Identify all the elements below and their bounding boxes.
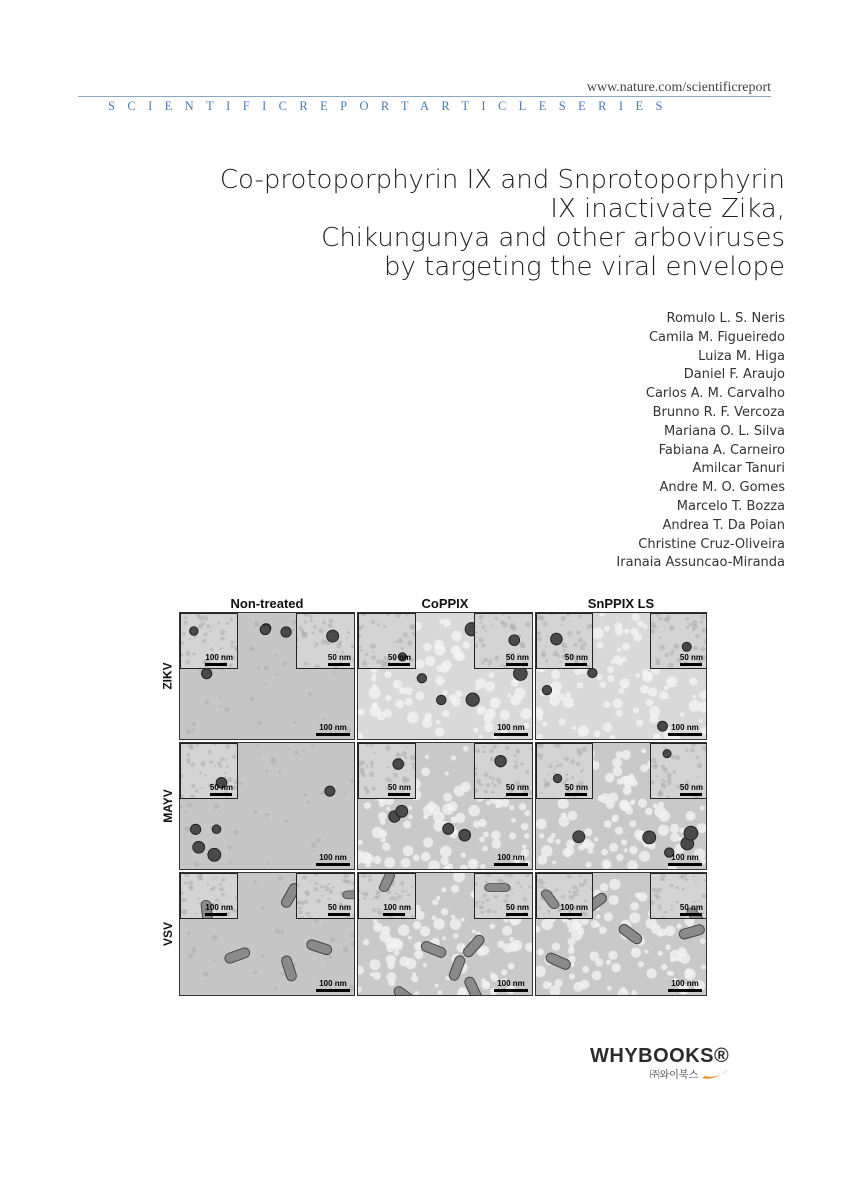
author: Luiza M. Higa (698, 348, 785, 364)
micrograph-panel (535, 742, 707, 870)
publisher-korean: ㈜와이북스 (649, 1070, 699, 1081)
micrograph-inset (536, 873, 593, 919)
scale-bar: 50 nm (506, 903, 529, 916)
scale-bar: 100 nm (494, 853, 528, 866)
header-rule (78, 96, 771, 97)
micrograph-inset (180, 613, 238, 669)
swoosh-icon (701, 1068, 729, 1080)
scale-bar: 50 nm (680, 903, 703, 916)
author: Amilcar Tanuri (692, 461, 785, 477)
scale-bar: 50 nm (680, 653, 703, 666)
scale-bar: 50 nm (388, 653, 411, 666)
micrograph-inset (536, 743, 593, 799)
micrograph-inset (358, 613, 416, 669)
scale-bar: 100 nm (316, 853, 350, 866)
micrograph-inset (650, 873, 707, 919)
micrograph-inset (650, 613, 707, 669)
scale-bar: 50 nm (328, 903, 351, 916)
micrograph-panel (535, 872, 707, 996)
author: Mariana O. L. Silva (663, 423, 785, 439)
scale-bar: 100 nm (668, 853, 702, 866)
title-line: Co-protoporphyrin IX and Snprotoporphyrin (219, 165, 785, 195)
micrograph-inset (650, 743, 707, 799)
scale-bar: 50 nm (328, 653, 351, 666)
micrograph-panel (179, 742, 355, 870)
micrograph-inset (180, 873, 238, 919)
author: Daniel F. Araujo (683, 367, 785, 383)
micrograph-inset (180, 743, 238, 799)
micrograph-panel (357, 612, 533, 740)
scale-bar: 100 nm (205, 903, 233, 916)
micrograph-panel (179, 872, 355, 996)
scale-bar: 100 nm (383, 903, 411, 916)
scale-bar: 50 nm (565, 653, 588, 666)
micrograph-inset (474, 613, 533, 669)
scale-bar: 100 nm (668, 723, 702, 736)
author: Brunno R. F. Vercoza (652, 404, 785, 420)
scale-bar: 50 nm (565, 783, 588, 796)
scale-bar: 50 nm (680, 783, 703, 796)
scale-bar: 50 nm (506, 653, 529, 666)
journal-url: www.nature.com/scientificreport (586, 80, 771, 95)
author: Iranaia Assuncao-Miranda (616, 555, 785, 571)
micrograph-inset (296, 873, 355, 919)
author: Andre M. O. Gomes (659, 480, 785, 496)
micrograph-inset (536, 613, 593, 669)
author-list (616, 310, 785, 573)
author: Christine Cruz-Oliveira (638, 536, 785, 552)
column-header-snppix: SnPPIX LS (587, 596, 655, 611)
scale-bar: 50 nm (506, 783, 529, 796)
row-header-zikv: ZIKV (161, 662, 175, 690)
scale-bar: 100 nm (560, 903, 588, 916)
scale-bar: 100 nm (668, 979, 702, 992)
author: Fabiana A. Carneiro (658, 442, 785, 458)
author: Marcelo T. Bozza (676, 498, 785, 514)
publisher-name: WHYBOOKS® (590, 1045, 730, 1067)
title-line: Chikungunya and other arboviruses (321, 223, 785, 253)
publisher-subtitle (590, 1066, 729, 1081)
scale-bar: 100 nm (494, 979, 528, 992)
scale-bar: 100 nm (316, 979, 350, 992)
publisher-logo (590, 1045, 729, 1081)
micrograph-inset (296, 613, 355, 669)
title-line: IX inactivate Zika, (550, 194, 785, 224)
micrograph-inset (474, 873, 533, 919)
row-header-mayv: MAYV (161, 789, 176, 823)
article-title (85, 166, 785, 282)
row-header-vsv: VSV (161, 921, 176, 947)
micrograph-panel (357, 742, 533, 870)
tem-figure (159, 596, 707, 996)
scale-bar: 100 nm (494, 723, 528, 736)
author: Carlos A. M. Carvalho (645, 386, 785, 402)
author: Romulo L. S. Neris (666, 311, 785, 326)
scale-bar: 100 nm (316, 723, 350, 736)
scale-bar: 50 nm (210, 783, 233, 796)
column-header-coppix: CoPPIX (421, 596, 469, 611)
author: Camila M. Figueiredo (648, 329, 785, 345)
micrograph-inset (358, 743, 416, 799)
author: Andrea T. Da Poian (662, 517, 785, 533)
micrograph-panel (357, 872, 533, 996)
column-header-non-treated: Non-treated (230, 596, 304, 611)
micrograph-panel (179, 612, 355, 740)
micrograph-panel (535, 612, 707, 740)
series-banner: SCIENTIFICREPORTARTICLESERIES (108, 99, 675, 113)
scale-bar: 50 nm (388, 783, 411, 796)
micrograph-inset (358, 873, 416, 919)
scale-bar: 100 nm (205, 653, 233, 666)
micrograph-inset (474, 743, 533, 799)
title-line: by targeting the viral envelope (383, 252, 785, 282)
